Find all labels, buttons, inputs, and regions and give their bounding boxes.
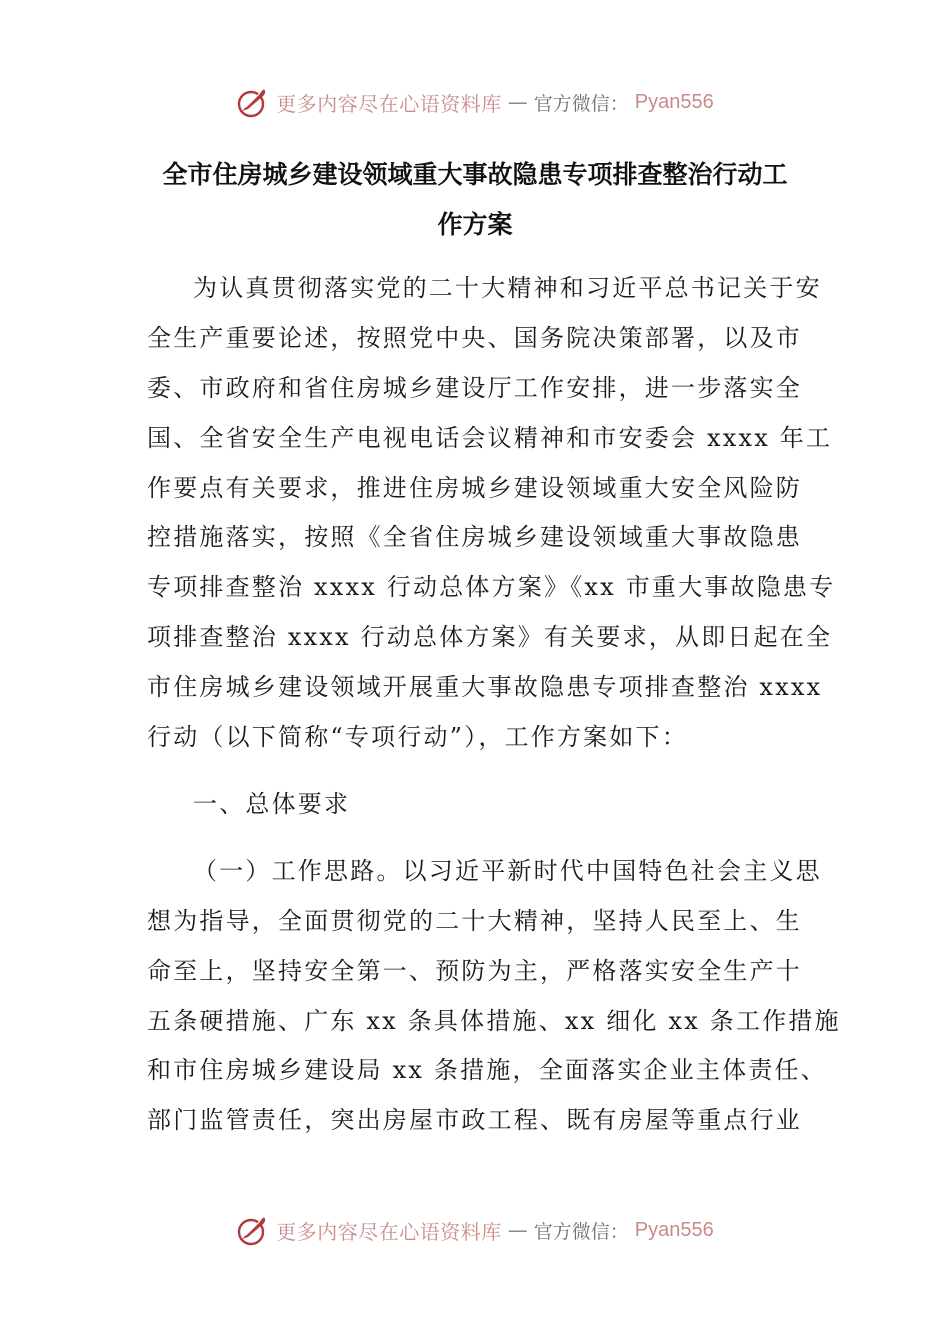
section-heading: 一、总体要求 xyxy=(193,790,351,818)
body-line: 命至上，坚持安全第一、预防为主，严格落实安全生产十 xyxy=(147,957,802,985)
feather-pen-logo-icon xyxy=(236,1213,270,1247)
document-title xyxy=(150,150,800,250)
watermark-official-label: 官方微信： xyxy=(533,1220,629,1243)
watermark-wechat-id: Pyan556 xyxy=(634,1218,714,1241)
body-line: 国、全省安全生产电视电话会议精神和市安委会 xxxx 年工 xyxy=(147,424,833,452)
body-line: 和市住房城乡建设局 xx 条措施，全面落实企业主体责任、 xyxy=(147,1056,827,1084)
feather-pen-logo-icon xyxy=(236,85,270,119)
watermark-banner-top xyxy=(0,82,950,122)
body-line: 行动（以下简称“专项行动”），工作方案如下： xyxy=(147,723,688,751)
body-line: （一）工作思路。以习近平新时代中国特色社会主义思 xyxy=(193,857,822,885)
watermark-official-label: 官方微信： xyxy=(533,92,629,115)
body-line: 专项排查整治 xxxx 行动总体方案》《xx 市重大事故隐患专 xyxy=(147,573,836,601)
body-line: 作要点有关要求，推进住房城乡建设领域重大安全风险防 xyxy=(147,474,802,502)
title-line: 作方案 xyxy=(437,210,513,239)
watermark-site-text: 更多内容尽在心语资料库 xyxy=(276,91,502,116)
body-line: 想为指导，全面贯彻党的二十大精神，坚持人民至上、生 xyxy=(147,907,802,935)
title-line: 全市住房城乡建设领域重大事故隐患专项排查整治行动工 xyxy=(162,160,788,189)
watermark-dash: — xyxy=(507,90,528,114)
watermark-site-text: 更多内容尽在心语资料库 xyxy=(276,1219,502,1244)
body-line: 为认真贯彻落实党的二十大精神和习近平总书记关于安 xyxy=(193,274,822,302)
body-line: 市住房城乡建设领域开展重大事故隐患专项排查整治 xxxx xyxy=(147,673,823,701)
body-line: 委、市政府和省住房城乡建设厅工作安排，进一步落实全 xyxy=(147,374,802,402)
body-line: 五条硬措施、广东 xx 条具体措施、xx 细化 xx 条工作措施 xyxy=(147,1007,841,1035)
body-line: 部门监管责任，突出房屋市政工程、既有房屋等重点行业 xyxy=(147,1106,802,1134)
watermark-wechat-id: Pyan556 xyxy=(634,90,714,113)
body-line: 全生产重要论述，按照党中央、国务院决策部署，以及市 xyxy=(147,324,802,352)
watermark-banner-bottom xyxy=(0,1210,950,1250)
body-line: 控措施落实，按照《全省住房城乡建设领域重大事故隐患 xyxy=(147,523,802,551)
body-line: 项排查整治 xxxx 行动总体方案》有关要求，从即日起在全 xyxy=(147,623,833,651)
watermark-dash: — xyxy=(507,1218,528,1242)
